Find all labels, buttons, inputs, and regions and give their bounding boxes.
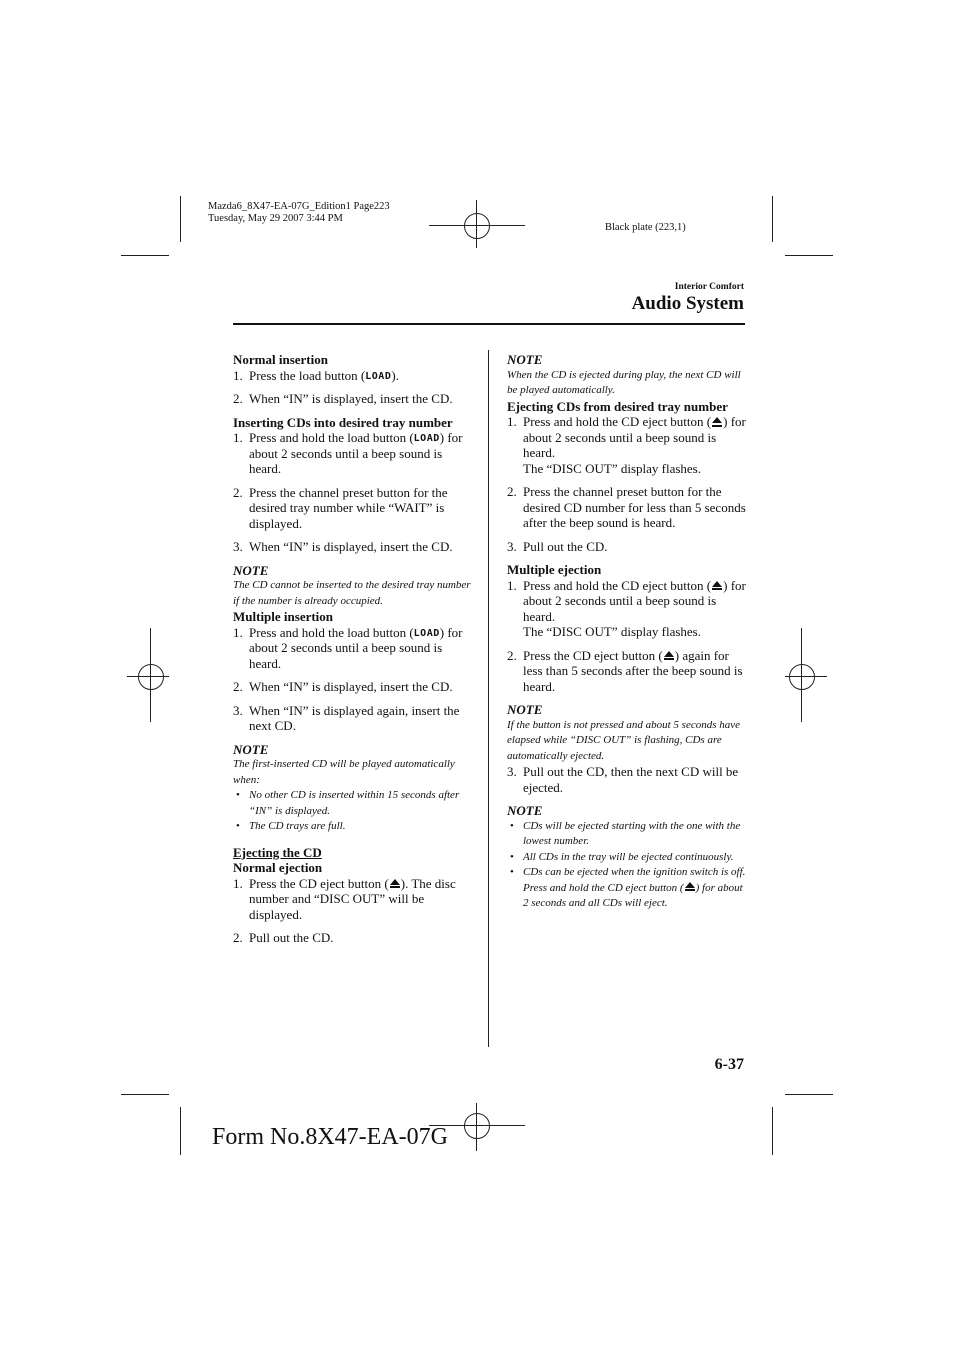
step: 1. Press and hold the CD eject button ( ) for about 2 seconds until a beep sound is heard. The “DISC OUT” display flashes. — [507, 414, 746, 476]
eject-icon — [712, 417, 722, 427]
note-bullet: • CDs can be ejected when the ignition switch is off. Press and hold the CD eject button ( ) for about 2 seconds and all CDs will eject. — [507, 865, 747, 912]
crop-mark — [785, 1094, 833, 1095]
step: 2. Press the CD eject button ( ) again for less than 5 seconds after the beep sound is heard. — [507, 647, 743, 694]
crop-mark — [121, 1094, 169, 1095]
eject-icon — [390, 879, 400, 889]
crop-mark — [785, 255, 833, 256]
load-button-icon: LOAD — [413, 433, 440, 444]
step: 1. Press and hold the CD eject button ( ) for about 2 seconds until a beep sound is heard. The “DISC OUT” display flashes. — [507, 577, 746, 639]
print-file-line: Mazda6_8X47-EA-07G_Edition1 Page223 — [208, 201, 390, 212]
note-bullet: • No other CD is inserted within 15 seconds after “IN” is displayed. — [233, 788, 473, 819]
step: 1. Press and hold the load button (LOAD) for about 2 seconds until a beep sound is heard. — [233, 624, 463, 671]
right-column — [507, 352, 747, 922]
crop-mark — [180, 1107, 181, 1155]
note-text: The CD cannot be inserted to the desired tray number if the number is already occupied. — [233, 579, 471, 607]
note-label: NOTE — [507, 352, 543, 367]
note-text: The first-inserted CD will be played automatically when: • No other CD is inserted within 15 seconds after “IN” is displayed. • The CD trays are full. — [233, 757, 473, 835]
left-column — [233, 352, 473, 954]
column-divider — [488, 350, 489, 1047]
form-number: Form No.8X47-EA-07G — [212, 1124, 448, 1150]
section-heading: Inserting CDs into desired tray number — [233, 414, 453, 430]
note-label: NOTE — [233, 562, 269, 578]
step: 3. When “IN” is displayed again, insert the next CD. — [233, 702, 460, 733]
sub-heading: Normal ejection — [233, 860, 323, 875]
section-heading: Normal insertion — [233, 352, 328, 367]
note-text: When the CD is ejected during play, the next CD will be played automatically. — [507, 368, 741, 396]
step: 2. Pull out the CD. — [233, 930, 334, 945]
eject-icon — [664, 651, 674, 661]
note-text — [507, 819, 747, 912]
section-label: Interior Comfort — [674, 282, 744, 292]
step: 2. When “IN” is displayed, insert the CD. — [233, 391, 453, 406]
note-bullet: • The CD trays are full. — [233, 819, 473, 835]
plate-label: Black plate (223,1) — [605, 222, 686, 233]
note-bullet: • All CDs in the tray will be ejected continuously. — [507, 850, 747, 866]
step: 2. Press the channel preset button for the desired CD number for less than 5 seconds after the beep sound is heard. — [507, 484, 746, 530]
crop-mark — [772, 196, 773, 242]
crop-mark — [121, 255, 169, 256]
eject-icon — [712, 581, 722, 591]
section-heading: Ejecting the CD — [233, 844, 322, 860]
section-heading: Multiple ejection — [507, 562, 602, 577]
step: 3. When “IN” is displayed, insert the CD. — [233, 539, 453, 554]
step: 1. Press and hold the load button (LOAD) for about 2 seconds until a beep sound is heard. — [233, 430, 463, 476]
note-label: NOTE — [233, 741, 269, 757]
eject-icon — [685, 882, 695, 892]
note-bullet: • CDs will be ejected starting with the one with the lowest number. — [507, 819, 747, 850]
note-label: NOTE — [507, 803, 543, 818]
note-text: If the button is not pressed and about 5 seconds have elapsed while “DISC OUT” is flashing, CDs are automatically ejected. — [507, 718, 741, 762]
step: 1. Press the load button (LOAD). — [233, 367, 399, 383]
load-button-icon: LOAD — [413, 627, 440, 639]
page-title: Audio System — [631, 293, 744, 314]
print-date-line: Tuesday, May 29 2007 3:44 PM — [208, 213, 343, 224]
note-label: NOTE — [507, 702, 543, 717]
section-heading: Multiple insertion — [233, 609, 334, 624]
page-number: 6-37 — [714, 1056, 744, 1073]
step: 2. When “IN” is displayed, insert the CD. — [233, 679, 453, 694]
step: 3. Pull out the CD, then the next CD will be ejected. — [507, 764, 739, 795]
step: 1. Press the CD eject button ( ). The disc number and “DISC OUT” will be displayed. — [233, 875, 456, 922]
header-rule — [233, 323, 745, 325]
section-heading: Ejecting CDs from desired tray number — [507, 398, 728, 414]
step: 2. Press the channel preset button for the desired tray number while “WAIT” is displayed. — [233, 484, 448, 531]
crop-mark — [772, 1107, 773, 1155]
crop-mark — [180, 196, 181, 242]
load-button-icon: LOAD — [365, 370, 392, 382]
step: 3. Pull out the CD. — [507, 538, 608, 554]
